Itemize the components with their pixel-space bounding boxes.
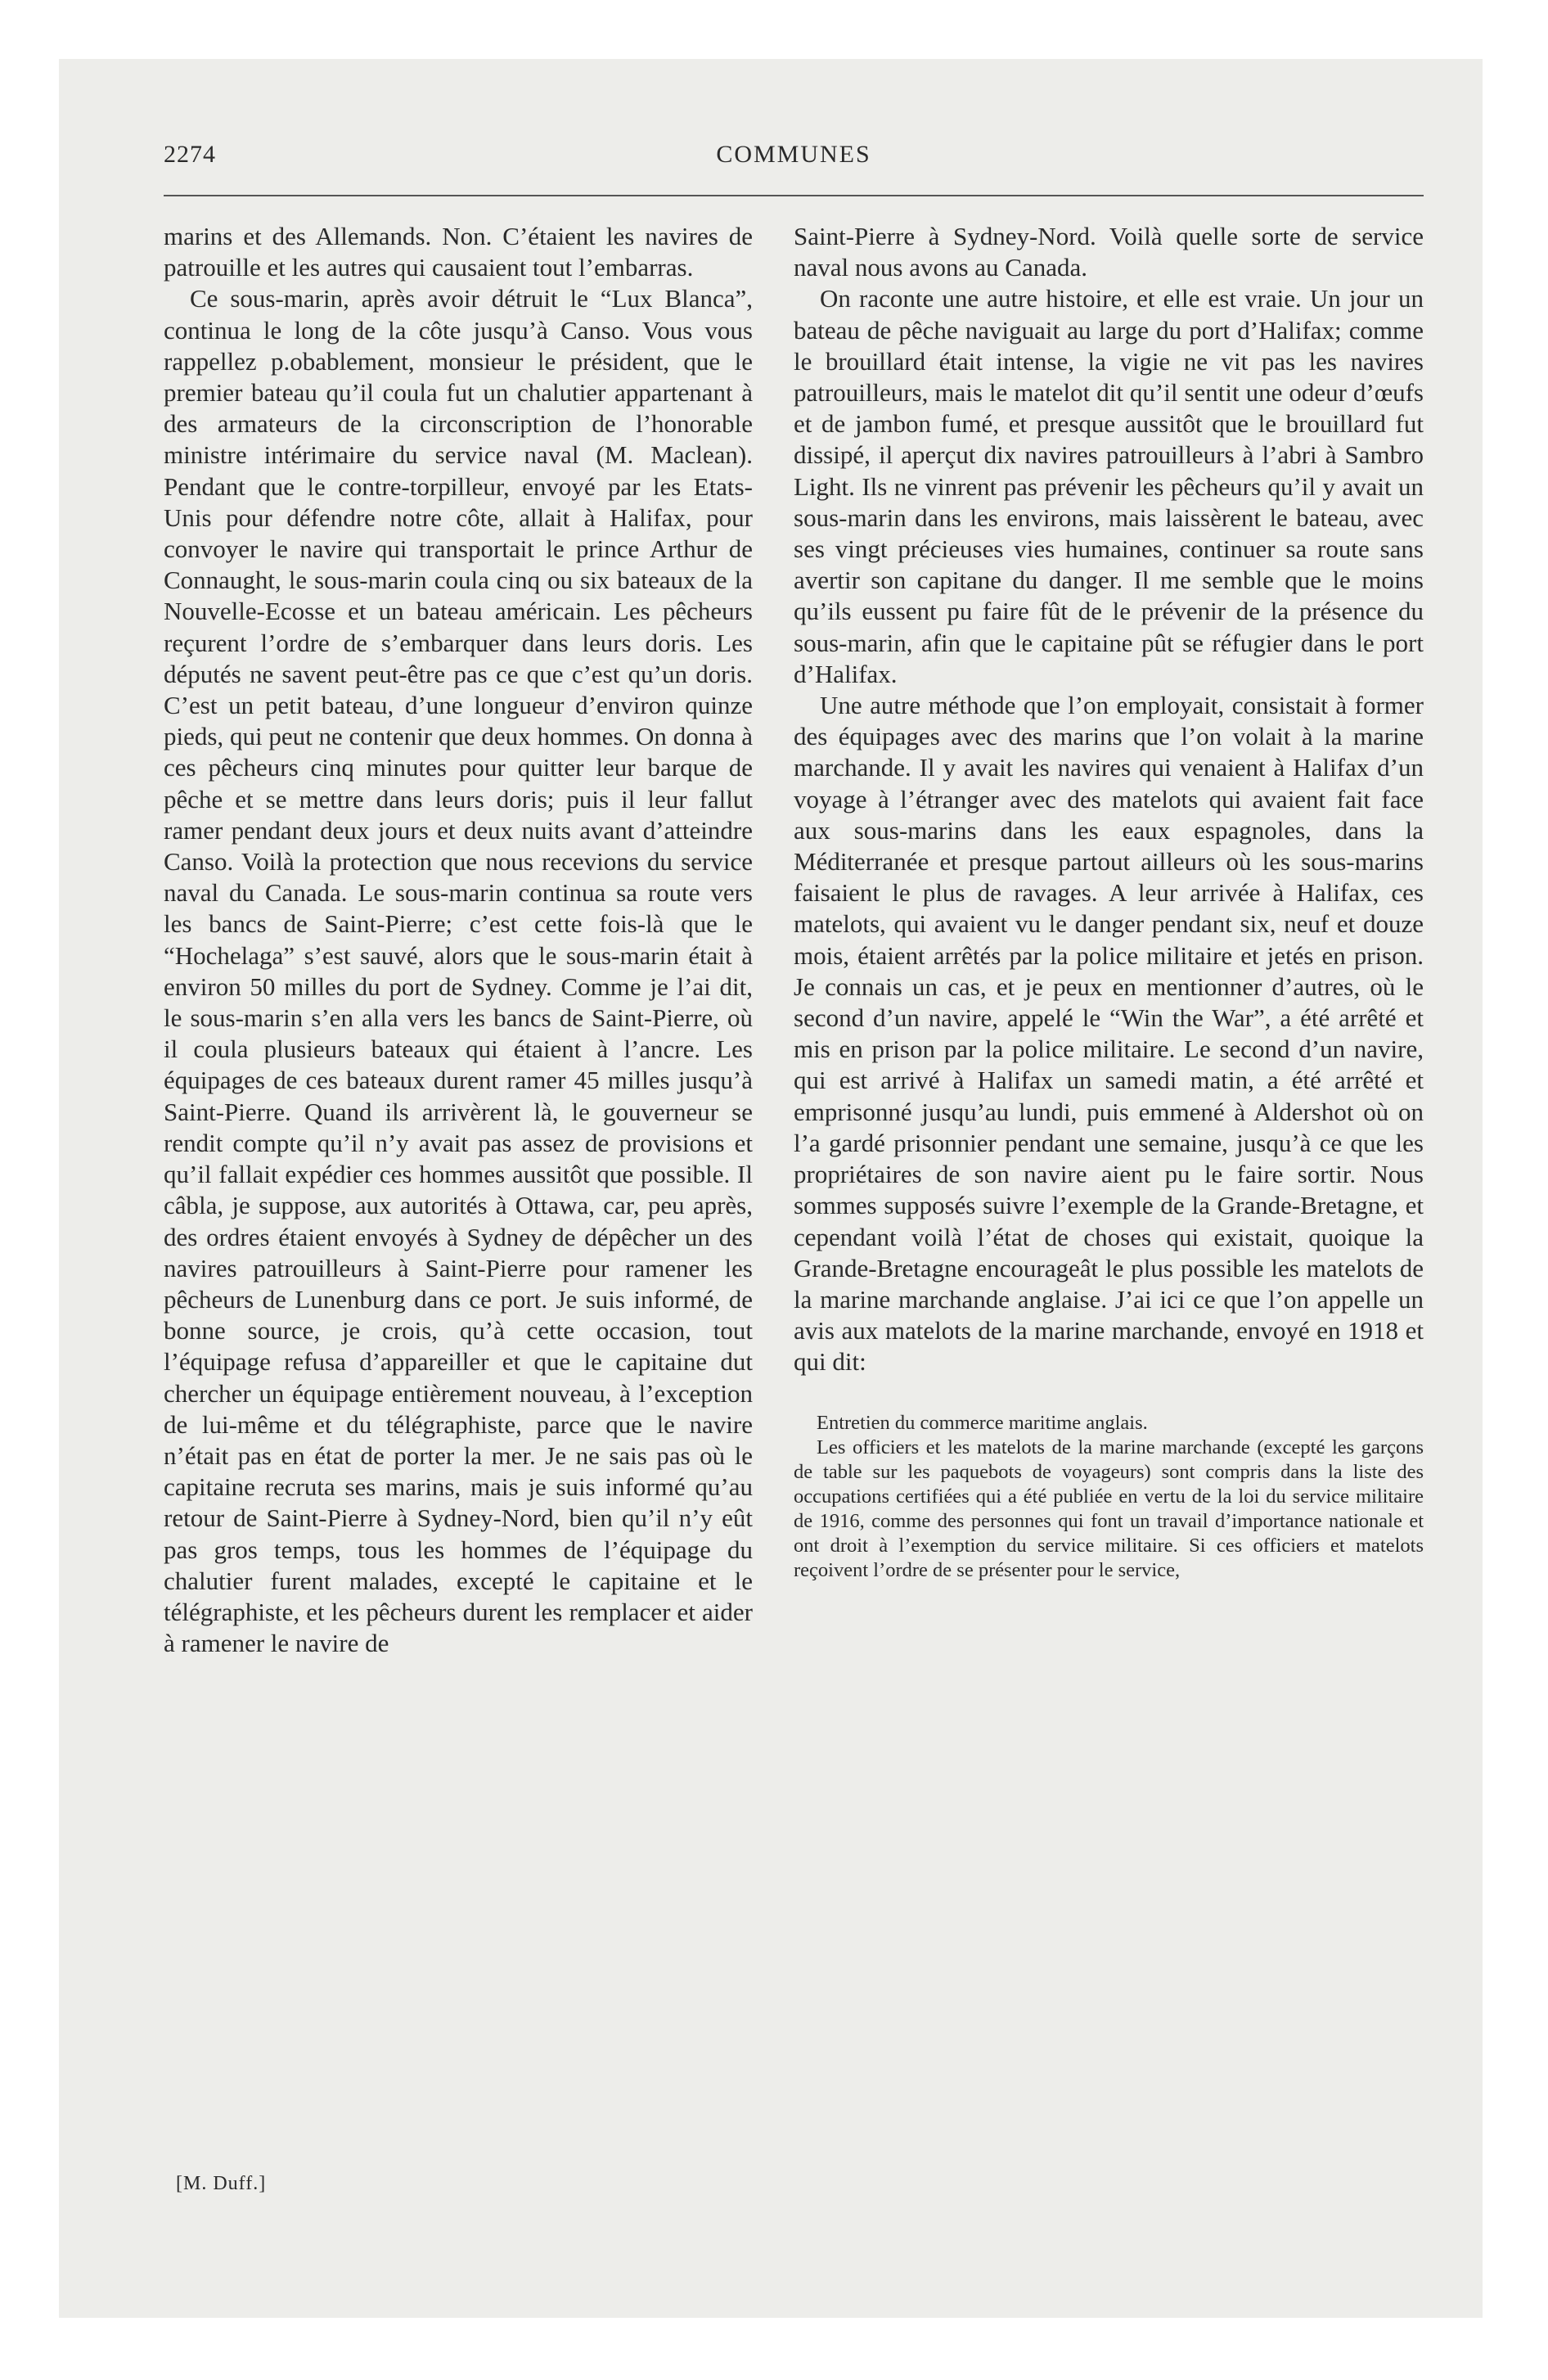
paragraph: Saint-Pierre à Sydney-Nord. Voilà quelle sorte de service naval nous avons au Canada. (794, 222, 1424, 282)
paragraph: On raconte une autre histoire, et elle est vraie. Un jour un bateau de pêche naviguait au large du port d’Halifax; comme le brouillard était intense, la vigie ne vit pas les navires patrouilleurs, mais le matelot dit qu’il sentit une odeur d’œufs et de jambon fumé, et presque aussitôt que le brouillard fut dissipé, il aperçut dix navires patrouilleurs à l’abri à Sambro Light. Ils ne vinrent pas prévenir les pêcheurs qu’il y avait un sous-marin dans les environs, mais laissèrent le bateau, avec ses vingt précieuses vies humaines, continuer sa route sans avertir son capitane du danger. Il me semble que le moins qu’ils eussent pu faire fût de le prévenir de la présence du sous-marin, afin que le capitaine pût se réfugier dans le port d’Halifax. (794, 284, 1424, 688)
left-column (164, 221, 753, 1659)
paragraph: Ce sous-marin, après avoir détruit le “Lux Blanca”, continua le long de la côte jusqu’à Canso. Vous vous rappellez p.obablement, monsieur le président, que le premier bateau qu’il coula fut un chalutier appartenant à des armateurs de la circonscription de l’honorable ministre intérimaire du service naval (M. Maclean). Pendant que le contre-torpilleur, envoyé par les Etats-Unis pour défendre notre côte, allait à Halifax, pour convoyer le navire qui transportait le prince Arthur de Connaught, le sous-marin coula cinq ou six bateaux de la Nouvelle-Ecosse et un bateau américain. Les pêcheurs reçurent l’ordre de s’embarquer dans leurs doris. Les députés ne savent peut-être pas ce que c’est qu’un doris. C’est un petit bateau, d’une longueur d’environ quinze pieds, qui peut ne contenir que deux hommes. On donna à ces pêcheurs cinq minutes pour quitter leur barque de pêche et se mettre dans leurs doris; puis il leur fallut ramer pendant deux jours et deux nuits avant d’atteindre Canso. Voilà la protection que nous recevions du service naval du Canada. Le sous-marin continua sa route vers les bancs de Saint-Pierre; c’est cette fois-là que le “Hochelaga” s’est sauvé, alors que le sous-marin était à environ 50 milles du port de Sydney. Comme je l’ai dit, le sous-marin s’en alla vers les bancs de Saint-Pierre, où il coula plusieurs bateaux qui étaient à l’ancre. Les équipages de ces bateaux durent ramer 45 milles jusqu’à Saint-Pierre. Quand ils arrivèrent là, le gouverneur se rendit compte qu’il n’y avait pas assez de provisions et qu’il fallait expédier ces hommes aussitôt que possible. Il câbla, je suppose, aux autorités à Ottawa, car, peu après, des ordres étaient envoyés à Sydney de dépêcher un des navires patrouilleurs à Saint-Pierre pour ramener les pêcheurs de Lunenburg dans ce port. Je suis informé, de bonne source, je crois, qu’à cette occasion, tout l’équipage refusa d’appareiller et que le capitaine dut chercher un équipage entièrement nouveau, à l’exception de lui-même et du télégraphiste, parce que le navire n’était pas en état de porter la mer. Je ne sais pas où le capitaine recruta ses marins, mais je suis informé qu’au retour de Saint-Pierre à Sydney-Nord, bien qu’il n’y eût pas gros temps, tous les hommes de l’équipage du chalutier furent malades, excepté le capitaine et le télégraphiste, et les pêcheurs durent les remplacer et aider à ramener le navire de (164, 284, 753, 1658)
speaker-reference: [M. Duff.] (176, 2173, 267, 2194)
quote-title: Entretien du commerce maritime anglais. (817, 1411, 1148, 1434)
right-column (794, 221, 1424, 1583)
page-header (164, 131, 1424, 180)
running-head: COMMUNES (716, 141, 871, 168)
quote-text: Les officiers et les matelots de la marine marchande (excepté les garçons de table sur les paquebots de voyageurs) sont compris dans la liste des occupations certifiées qui a été publiée en vertu de la loi du service militaire de 1916, comme des personnes qui font un travail d’importance nationale et ont droit à l’exemption du service militaire. Si ces officiers et matelots reçoivent l’ordre de se présenter pour le service, (794, 1436, 1424, 1581)
header-rule (164, 195, 1424, 196)
paragraph: marins et des Allemands. Non. C’étaient les navires de patrouille et les autres qui causaient tout l’embarras. (164, 222, 753, 282)
page-number: 2274 (164, 141, 216, 168)
paragraph: Une autre méthode que l’on employait, consistait à former des équipages avec des marins que l’on volait à la marine marchande. Il y avait les navires qui venaient à Halifax d’un voyage à l’étranger avec des matelots qui avaient fait face aux sous-marins dans les eaux espagnoles, dans la Méditerranée et presque partout ailleurs où les sous-marins faisaient le plus de ravages. A leur arrivée à Halifax, ces matelots, qui avaient vu le danger pendant six, neuf et douze mois, étaient arrêtés par la police militaire et jetés en prison. Je connais un cas, et je peux en mentionner d’autres, où le second d’un navire, appelé le “Win the War”, a été arrêté et mis en prison par la police militaire. Le second d’un navire, qui est arrivé à Halifax un samedi matin, a été arrêté et emprisonné jusqu’au lundi, puis emmené à Aldershot où on l’a gardé prisonnier pendant une semaine, jusqu’à ce que les propriétaires de son navire aient pu le faire sortir. Nous sommes supposés suivre l’exemple de la Grande-Bretagne, et cependant voilà l’état de choses qui existait, quoique la Grande-Bretagne encourageât le plus possible les matelots de la marine marchande anglaise. J’ai ici ce que l’on appelle un avis aux matelots de la marine marchande, envoyé en 1918 et qui dit: (794, 691, 1424, 1377)
quoted-notice (794, 1411, 1424, 1583)
